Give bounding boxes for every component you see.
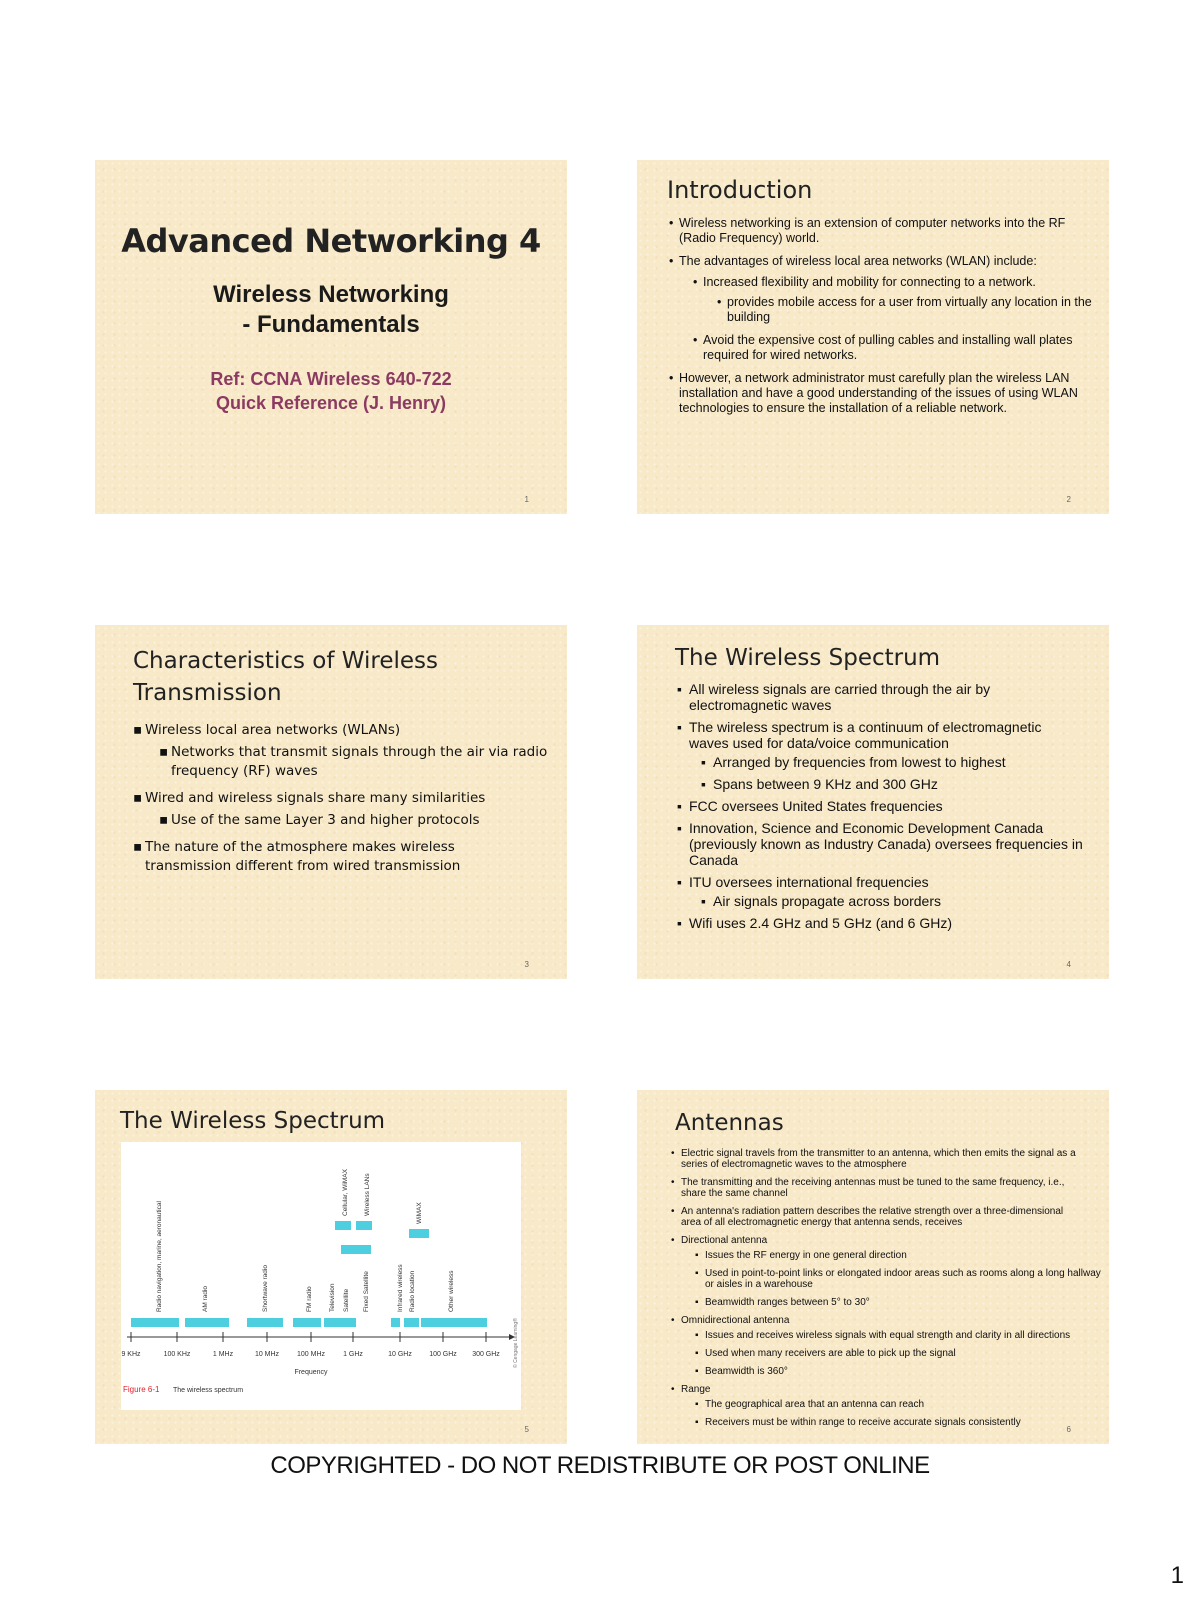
sub-bullet [703,333,1108,363]
bullet-text: provides mobile access for a user from virtually any location in the building [727,295,1092,324]
band-bar [404,1318,419,1327]
bullet-list [681,1148,1101,1435]
slide-number: 6 [1066,1425,1071,1434]
tick-label: 100 KHz [163,1351,191,1358]
bullet [681,1148,1081,1170]
band-bar [391,1318,400,1327]
bullet-text: An antenna's radiation pattern describes the relative strength over a three-dimensional area of all electromagnetic energy that antenna sends, receives [681,1206,1064,1228]
bullet-text: Increased flexibility and mobility for connecting to a network. [703,275,1036,289]
bullet-text: Innovation, Science and Economic Development Canada (previously known as Industry Canada) oversees frequencies in Canada [689,820,1083,868]
slide-number: 5 [524,1425,529,1434]
bullet-list [145,721,548,884]
band-bar [356,1221,372,1230]
sub-bullet [171,811,561,830]
band-label: Cellular, WiMAX [342,1169,349,1216]
slide-title: The Wireless Spectrum [675,645,941,671]
bullet-text: All wireless signals are carried through the air by electromagnetic waves [689,681,991,713]
bullet-text: Wireless networking is an extension of computer networks into the RF (Radio Frequency) world. [679,216,1066,245]
bullet-text: FCC oversees United States frequencies [689,798,943,814]
bullet [689,874,1084,909]
bullet-text: Receivers must be within range to receive accurate signals consistently [705,1417,1021,1428]
bullet-text: ITU oversees international frequencies [689,874,929,890]
sub-bullet [705,1399,1105,1410]
bullet-text: Range [681,1384,711,1395]
bullet [145,838,535,876]
band-bar [293,1318,321,1327]
band-labels [156,1168,455,1312]
bullet [681,1206,1081,1228]
sub-bullet [713,893,1108,909]
sub-sub-bullet [727,295,1109,325]
sub-bullet-list [705,1250,1105,1308]
bullet [689,798,1084,814]
bullet-text: The transmitting and the receiving antennas must be tuned to the same frequency, i.e., share the same channel [681,1177,1065,1199]
band-bar [335,1221,351,1230]
band-label: Satellite [343,1288,350,1312]
bullet-text: Air signals propagate across borders [713,893,942,909]
slide-title: Advanced Networking 4 [121,222,541,260]
bullet [689,719,1084,792]
sub-bullet [713,776,1108,792]
slide-2 [637,160,1109,514]
sub-bullet [705,1297,1105,1308]
slide-number: 4 [1066,960,1071,969]
bullet-text: Wifi uses 2.4 GHz and 5 GHz (and 6 GHz) [689,915,952,931]
band-label: AM radio [202,1285,209,1312]
bullet [145,789,535,830]
bullet [681,1235,1101,1308]
tick-label: 100 MHz [296,1351,326,1358]
sub-bullet [705,1417,1105,1428]
figure-credit: © Cengage Learning® [513,1318,519,1368]
slide-5 [95,1090,567,1444]
sub-bullet [703,275,1108,325]
slide-3 [95,625,567,979]
sub-bullet-list [713,754,1108,792]
slide-number: 1 [524,495,529,504]
bullet-text: Issues and receives wireless signals with equal strength and clarity in all directions [705,1330,1071,1341]
band-label: WiMAX [416,1202,423,1224]
spectrum-diagram [121,1142,521,1410]
band-bar [421,1318,487,1327]
band-bar [247,1318,283,1327]
copyright-notice: COPYRIGHTED - DO NOT REDISTRIBUTE OR POST ONLINE [270,1452,930,1479]
sub-bullet [705,1366,1105,1377]
bullet [689,681,1084,713]
subtitle-line-2: - Fundamentals [242,311,420,338]
band-label: Shortwave radio [262,1265,269,1312]
slide-title: Introduction [667,176,813,204]
band-bar [409,1229,429,1238]
bullet [681,1315,1081,1377]
bullet-text: The advantages of wireless local area networks (WLAN) include: [679,254,1037,268]
bullet-text: Used when many receivers are able to pick up the signal [705,1348,956,1359]
tick-label: 10 GHz [388,1351,412,1358]
sub-bullet [705,1250,1105,1261]
title-line-2: Transmission [133,680,282,706]
slide-subtitle [95,280,567,340]
bullet-text: The nature of the atmosphere makes wireless transmission different from wired transmission [145,839,461,874]
slide-title: Antennas [675,1110,784,1136]
bullet-text: Wireless local area networks (WLANs) [145,722,401,738]
band-label: Other wireless [448,1270,455,1312]
slide-4 [637,625,1109,979]
bullet-text: Avoid the expensive cost of pulling cables and installing wall plates required for wired networks. [703,333,1073,362]
bullet [689,915,1084,931]
bullet-text: The geographical area that an antenna can reach [705,1399,925,1410]
tick-label: 100 GHz [429,1351,457,1358]
bullet-text: Wired and wireless signals share many similarities [145,790,486,806]
bullet-text: Beamwidth is 360° [705,1366,788,1377]
bullet-text: However, a network administrator must carefully plan the wireless LAN installation and have a good understanding of the issues of using WLAN technologies to ensure the installation of a reliable network. [679,371,1078,415]
band-label: Infrared wireless [397,1264,404,1312]
bullet-text: Issues the RF energy in one general direction [705,1250,907,1261]
reference-line-1: Ref: CCNA Wireless 640-722 [210,369,452,389]
sub-bullet-list [713,893,1108,909]
sub-bullet [705,1330,1105,1341]
slide-number: 2 [1066,495,1071,504]
slide-reference [95,367,567,415]
bullet-text: The wireless spectrum is a continuum of electromagnetic waves used for data/voice communication [689,719,1042,751]
band-bar [341,1245,371,1254]
bullet-text: Networks that transmit signals through the air via radio frequency (RF) waves [171,744,548,779]
sub-bullet-list [171,743,561,781]
band-bar [324,1318,356,1327]
bullet-text: Beamwidth ranges between 5° to 30° [705,1297,870,1308]
sub-bullet-list [705,1399,1105,1428]
band-label: Radio location [409,1270,416,1312]
band-bar [185,1318,229,1327]
band-bar [131,1318,179,1327]
tick-label: 1 MHz [212,1351,234,1358]
page-number: 1 [1170,1562,1184,1589]
sub-bullet [713,754,1108,770]
bullet-list [689,681,1084,937]
bullet-text: Used in point-to-point links or elongated indoor areas such as rooms along a long hallway or aisles in a warehouse [705,1268,1101,1290]
bullet-text: Omnidirectional antenna [681,1315,790,1326]
bullet [679,216,1084,246]
slide-number: 3 [524,960,529,969]
band-label: Wireless LANs [364,1173,371,1216]
figure-label: Figure 6-1 [123,1385,160,1394]
bullet [679,371,1084,416]
sub-sub-bullet-list [727,295,1109,325]
bullet [145,721,548,781]
bullet-text: Spans between 9 KHz and 300 GHz [713,776,938,792]
sub-bullet-list [171,811,561,830]
sub-bullet [705,1268,1105,1290]
slide-1 [95,160,567,514]
slide-6 [637,1090,1109,1444]
axis-label: Frequency [294,1369,328,1376]
wireless-spectrum-figure [121,1142,521,1410]
band-label: Television [329,1283,336,1312]
tick-label: 10 MHz [254,1351,280,1358]
bullet [689,820,1084,868]
slide-title [133,645,438,709]
title-line-1: Characteristics of Wireless [133,648,438,674]
sub-bullet [171,743,561,781]
tick-label: 1 GHz [343,1351,363,1358]
slide-title: The Wireless Spectrum [120,1108,386,1134]
bullet-text: Use of the same Layer 3 and higher protocols [171,812,480,828]
reference-line-2: Quick Reference (J. Henry) [215,393,447,413]
sub-bullet-list [705,1330,1105,1377]
sub-bullet-list [703,275,1108,363]
bullet [679,254,1092,363]
bullet [681,1384,1081,1428]
tick-labels [121,1351,500,1358]
band-label: Fixed Satellite [363,1271,370,1312]
bullet-text: Arranged by frequencies from lowest to highest [713,754,1006,770]
tick-label: 9 KHz [121,1351,141,1358]
band-label: Radio navigation, marine, aeronautical [156,1201,163,1312]
bullet-list [679,216,1092,424]
band-label: FM radio [306,1286,313,1312]
figure-caption: The wireless spectrum [173,1387,244,1394]
bullet-text: Electric signal travels from the transmitter to an antenna, which then emits the signal as a series of electromagnetic waves to the atmosphere [681,1148,1076,1170]
subtitle-line-1: Wireless Networking [213,281,449,308]
bullet-text: Directional antenna [681,1235,768,1246]
sub-bullet [705,1348,1105,1359]
tick-label: 300 GHz [472,1351,500,1358]
bullet [681,1177,1081,1199]
